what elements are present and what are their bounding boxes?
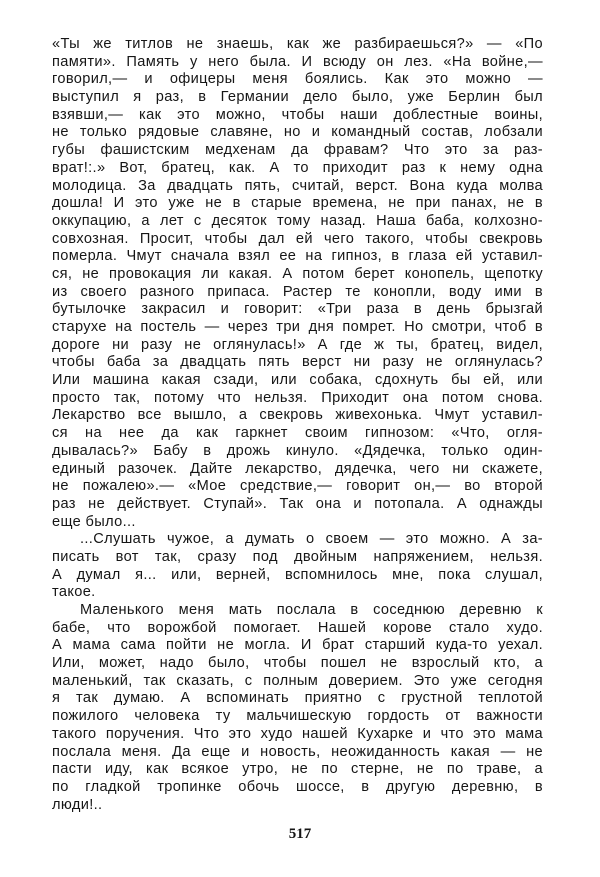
text-line: Или, может, надо было, чтобы пошел не взрослый кто, а: [52, 655, 543, 672]
text-line: бабе, что ворожбой помогает. Нашей корове стало худо.: [52, 619, 543, 636]
text-line: ся на нее да как гаркнет своим гипнозом: «Что, огля-: [52, 425, 543, 442]
text-line: из своего разного припаса. Растер те конопли, воду ими в: [52, 283, 543, 300]
text-line: оккупацию, а лет с десяток тому назад. Наша баба, колхозно-: [52, 212, 543, 229]
text-line: послала меня. Да еще и новость, неожиданность какая — не: [52, 743, 543, 760]
text-line: люди!..: [52, 796, 103, 813]
text-line: по гладкой тропинке обочь шоссе, в другую деревню, в: [52, 778, 543, 795]
text-line: писать вот так, сразу под двойным напряжением, нельзя.: [52, 548, 543, 565]
text-line: я так думаю. А вспоминать приятно с грустной теплотой: [52, 690, 543, 707]
text-line: еще было...: [52, 513, 136, 530]
text-line: говорил,— и офицеры меня боялись. Как это можно —: [52, 71, 543, 88]
text-line: пожилого человека ту мальчишескую гордость от важности: [52, 708, 543, 725]
text-line: ся, не провокация ли какая. А потом берет конопель, щепотку: [52, 265, 543, 282]
text-line: памяти». Память у него была. И всюду он лез. «На войне,—: [52, 53, 543, 70]
text-line: совхозная. Просит, чтобы дал ей чего такого, чтобы свекровь: [52, 230, 543, 247]
text-line: старухе на постель — через три дня помрет. Но смотри, чтоб в: [52, 319, 543, 335]
text-line: маленький, так сказать, с полным доверием. Это уже сегодня: [52, 672, 543, 689]
text-line: А думал я... или, верней, вспомнилось мне, пока слушал,: [52, 566, 543, 583]
text-line: дошла! И это уже не в старые времена, не при панах, не в: [52, 195, 543, 212]
paragraph-1: [52, 36, 543, 531]
text-line: молодица. За двадцать пять, считай, верст. Вона куда молва: [52, 177, 543, 194]
paragraph-2: [52, 531, 543, 602]
text-line: выступил я раз, в Германии дело было, уже Берлин был: [52, 89, 543, 106]
book-page-text: [52, 36, 543, 814]
text-line: дороге ни разу не оглянулась!» А где ж ты, братец, видел,: [52, 336, 543, 353]
text-line: пасти иду, как всякое утро, не по стерне, не по траве, а: [52, 761, 543, 778]
text-line: померла. Чмут сначала взял ее на гипноз, в глаза ей уставил-: [52, 248, 543, 265]
text-line: такого поручения. Что это худо нашей Кухарке и что это мама: [52, 725, 543, 742]
page-number: 517: [288, 826, 312, 842]
text-line: не только рядовые славяне, но и командный состав, лобзали: [52, 124, 543, 141]
text-line: чтобы баба за двадцать пять верст ни разу не оглянулась?: [52, 354, 543, 371]
text-line: бутылочке закрасил и говорит: «Три раза в день брызгай: [52, 301, 543, 318]
text-line: ...Слушать чужое, а думать о своем — это можно. А за-: [80, 531, 543, 548]
text-line: раз не действует. Ступай». Так она и потопала. А однажды: [52, 495, 543, 512]
text-line: единый разочек. Дайте лекарство, дядечка, чего ни скажете,: [52, 460, 543, 477]
text-line: Маленького меня мать послала в соседнюю деревню к: [80, 602, 543, 618]
text-line: врат!:.» Вот, братец, как. А то приходит раз к нему одна: [52, 159, 543, 176]
text-line: такое.: [52, 584, 96, 601]
paragraph-3: [52, 602, 543, 814]
text-line: не пожалею».— «Мое средствие,— говорит он,— во второй: [52, 478, 543, 495]
text-line: дывалась?» Бабу в дрожь кинуло. «Дядечка, только один-: [52, 442, 543, 459]
text-line: «Ты же титлов не знаешь, как же разбираешься?» — «По: [52, 36, 543, 52]
text-line: губы фашистским медхенам да фравам? Что это за раз-: [52, 142, 543, 159]
text-line: А мама сама пойти не могла. И брат старший куда-то уехал.: [52, 637, 543, 654]
text-line: просто так, потому что нельзя. Приходит она потом снова.: [52, 389, 543, 406]
text-line: взявши,— как это можно, чтобы наши доблестные воины,: [52, 106, 543, 123]
text-line: Или машина какая сзади, или собака, сдохнуть бы ей, или: [52, 372, 543, 389]
text-line: Лекарство все вышло, а свекровь живехонька. Чмут уставил-: [52, 407, 543, 424]
